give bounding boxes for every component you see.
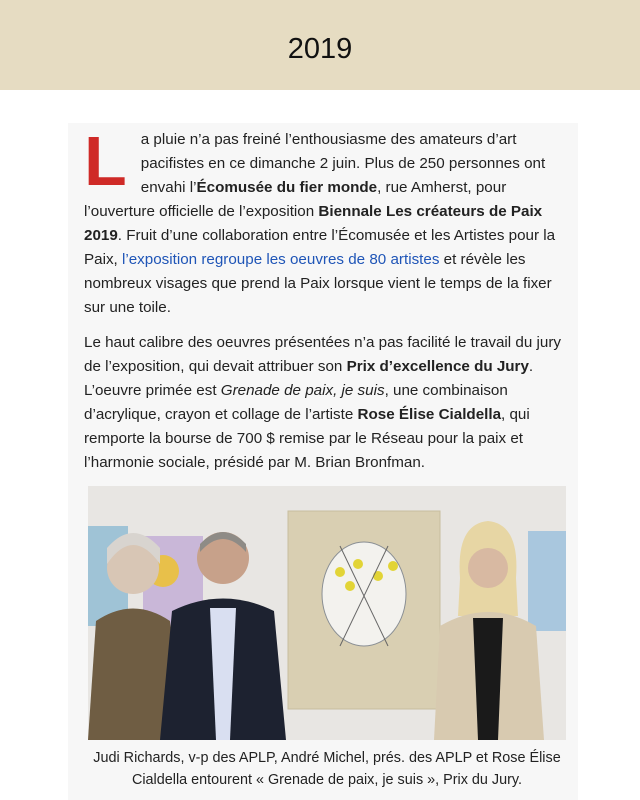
text-span: , une combinaison d’acrylique, crayon et collage de l’artiste [84,382,508,423]
bold-text: Biennale Les créateurs de Paix 2019 [84,203,543,244]
bold-text: Écomusée du fier monde [196,179,378,196]
text-span: , qui remporte la bourse de 700 $ remise par le Réseau pour la paix et l’harmonie sociale, présidé par M. Brian Bronfman. [84,406,530,471]
bold-text: Rose Élise Cialdella [357,406,502,423]
event-photo [88,486,566,740]
text-span: . Fruit d’une collaboration entre l’Écomusée et les Artistes pour la Paix, [84,227,556,268]
bold-text: Prix d’excellence du Jury [346,358,529,375]
text-span: et révèle les nombreux visages que prend la Paix lorsque vient le temps de la fixer sur une toile. [84,251,552,316]
text-span: Le haut calibre des oeuvres présentées n’a pas facilité le travail du jury de l’exposition, qui devait attribuer son [84,334,561,375]
header-bar [0,0,640,90]
article-body [84,122,570,475]
text-span: , rue Amherst, pour l’ouverture officielle de l’exposition [84,179,507,220]
paragraph-1 [84,122,570,320]
text-span: . L’oeuvre primée est [84,358,534,399]
paragraph-2 [84,331,570,475]
text-span: a pluie n’a pas freiné l’enthousiasme des amateurs d’art pacifistes en ce dimanche 2 juin. Plus de 250 personnes ont envahi l’ [140,131,546,196]
photo-caption: Judi Richards, v-p des APLP, André Michel, prés. des APLP et Rose Élise Cialdella entourent « Grenade de paix, je suis », Prix du Jury. [93,750,561,788]
italic-text: Grenade de paix, je suis [220,382,385,399]
photo-illustration [88,486,566,740]
exhibition-link[interactable]: l’exposition regroupe les oeuvres de 80 artistes [121,251,440,268]
page-title: 2019 [287,33,353,65]
drop-cap: L [84,122,127,200]
